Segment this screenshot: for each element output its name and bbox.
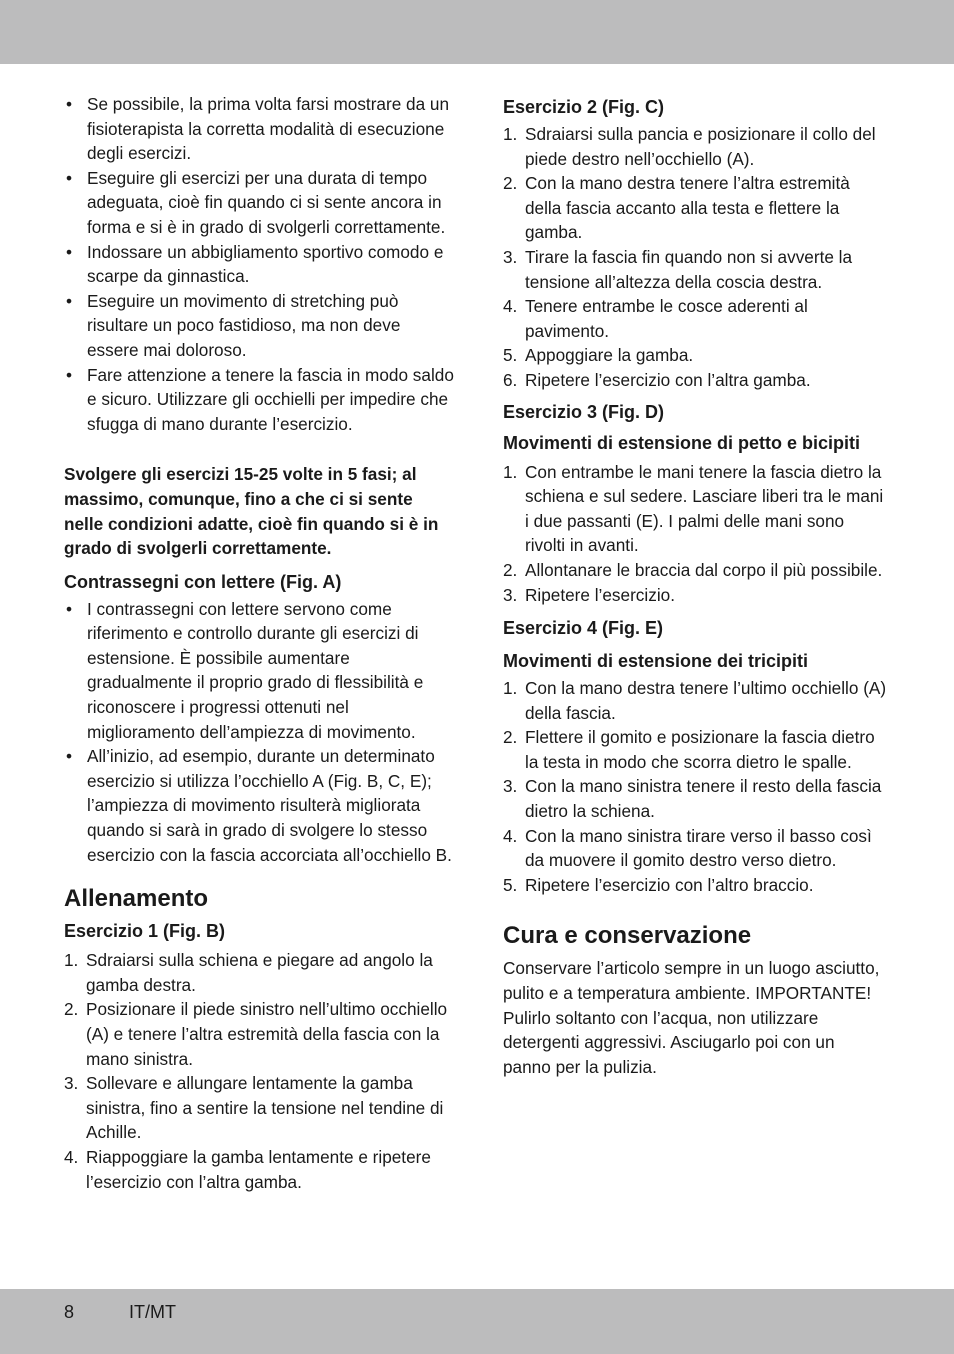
exercise-3-steps [503, 460, 887, 608]
exercise-3-heading: Esercizio 3 (Fig. D) [503, 401, 665, 422]
intro-bullet-list [64, 92, 456, 436]
list-item: • I contrassegni con lettere servono come riferimento e controllo durante gli esercizi di estensione. È possibile aumentare gradualmente il proprio grado di flessibilità e riconoscere i progressi ottenuti nel miglioramento dell’ampiezza di movimento. [64, 597, 456, 745]
list-item: 1. Sdraiarsi sulla pancia e posizionare il collo del piede destro nell’occhiello (A). [503, 124, 876, 169]
exercise-2-steps [503, 122, 887, 393]
list-item: • Indossare un abbigliamento sportivo comodo e scarpe da ginnastica. [64, 240, 456, 289]
list-item: 2. Flettere il gomito e posizionare la fascia dietro la testa in modo che scorra dietro le spalle. [503, 727, 875, 772]
list-item: 4. Riappoggiare la gamba lentamente e ripetere l’esercizio con l’altra gamba. [64, 1146, 431, 1192]
care-heading: Cura e conservazione [503, 922, 752, 950]
marks-heading: Contrassegni con lettere (Fig. A) [64, 571, 342, 592]
exercise-4-steps [503, 676, 887, 897]
exercise-3-subheading: Movimenti di estensione di petto e bicipiti [503, 432, 861, 453]
list-item: • Se possibile, la prima volta farsi mostrare da un fisioterapista la corretta modalità di esecuzione degli esercizi. [64, 92, 456, 166]
list-item: 2. Con la mano destra tenere l’altra estremità della fascia accanto alla testa e flettere la gamba. [503, 173, 850, 243]
page-number: 8 [64, 1302, 75, 1322]
marks-bullet-list [64, 597, 456, 868]
care-paragraph: Conservare l’articolo sempre in un luogo asciutto, pulito e a temperatura ambiente. IMPORTANTE! Pulirlo soltanto con l’acqua, non utilizzare detergenti aggressivi. Asciugarlo poi con un panno per la pulizia. [503, 958, 880, 1077]
list-item: 3. Tirare la fascia fin quando non si avverte la tensione all’altezza della coscia destra. [503, 246, 853, 292]
list-item: 3. Con la mano sinistra tenere il resto della fascia dietro la schiena. [503, 776, 882, 822]
language-code: IT/MT [129, 1302, 176, 1322]
list-item: 3. Ripetere l’esercizio. [503, 584, 675, 605]
list-item: 2. Posizionare il piede sinistro nell’ultimo occhiello (A) e tenere l’altra estremità della fascia con la mano sinistra. [64, 999, 448, 1069]
list-item: • Fare attenzione a tenere la fascia in modo saldo e sicuro. Utilizzare gli occhielli per impedire che sfugga di mano durante l’esercizio. [64, 363, 456, 437]
right-column [503, 92, 887, 1079]
exercise-2-heading: Esercizio 2 (Fig. C) [503, 97, 665, 117]
exercise-1-heading: Esercizio 1 (Fig. B) [64, 921, 226, 942]
list-item: 4. Con la mano sinistra tirare verso il basso così da muovere il gomito destro verso dietro. [503, 825, 872, 871]
left-column [64, 92, 456, 1194]
exercise-1-steps [64, 948, 456, 1194]
list-item: 2. Allontanare le braccia dal corpo il più possibile. [503, 559, 883, 580]
exercise-4-heading: Esercizio 4 (Fig. E) [503, 618, 664, 639]
header-band [0, 0, 954, 64]
training-heading: Allenamento [64, 885, 209, 913]
list-item: 1. Con la mano destra tenere l’ultimo occhiello (A) della fascia. [503, 678, 887, 723]
list-item: • All’inizio, ad esempio, durante un determinato esercizio si utilizza l’occhiello A (Fig. B, C, E); l’ampiezza di movimento risulterà migliorata quando si sarà in grado di svolgere lo stesso esercizio con la fascia accorciata all’occhiello B. [64, 744, 456, 867]
list-item: 1. Sdraiarsi sulla schiena e piegare ad angolo la gamba destra. [64, 950, 433, 995]
list-item: 5. Ripetere l’esercizio con l’altro braccio. [503, 874, 814, 895]
list-item: 5. Appoggiare la gamba. [503, 345, 694, 366]
list-item: 1. Con entrambe le mani tenere la fascia dietro la schiena e sul sedere. Lasciare liberi tra le mani i due passanti (E). I palmi delle mani sono rivolti in avanti. [503, 461, 884, 556]
list-item: 6. Ripetere l’esercizio con l’altra gamba. [503, 369, 811, 390]
list-item: 3. Sollevare e allungare lentamente la gamba sinistra, fino a sentire la tensione nel tendine di Achille. [64, 1073, 444, 1143]
exercise-4-subheading: Movimenti di estensione dei tricipiti [503, 651, 809, 672]
list-item: 4. Tenere entrambe le cosce aderenti al pavimento. [503, 296, 808, 341]
repetition-note: Svolgere gli esercizi 15-25 volte in 5 fasi; al massimo, comunque, fino a che ci si sente nelle condizioni adatte, cioè fin quando si è in grado di svolgerli correttamente. [64, 464, 439, 559]
list-item: • Eseguire gli esercizi per una durata di tempo adeguata, cioè fin quando ci si sente ancora in forma e si è in grado di svolgerli correttamente. [64, 166, 456, 240]
list-item: • Eseguire un movimento di stretching può risultare un poco fastidioso, ma non deve essere mai doloroso. [64, 289, 456, 363]
